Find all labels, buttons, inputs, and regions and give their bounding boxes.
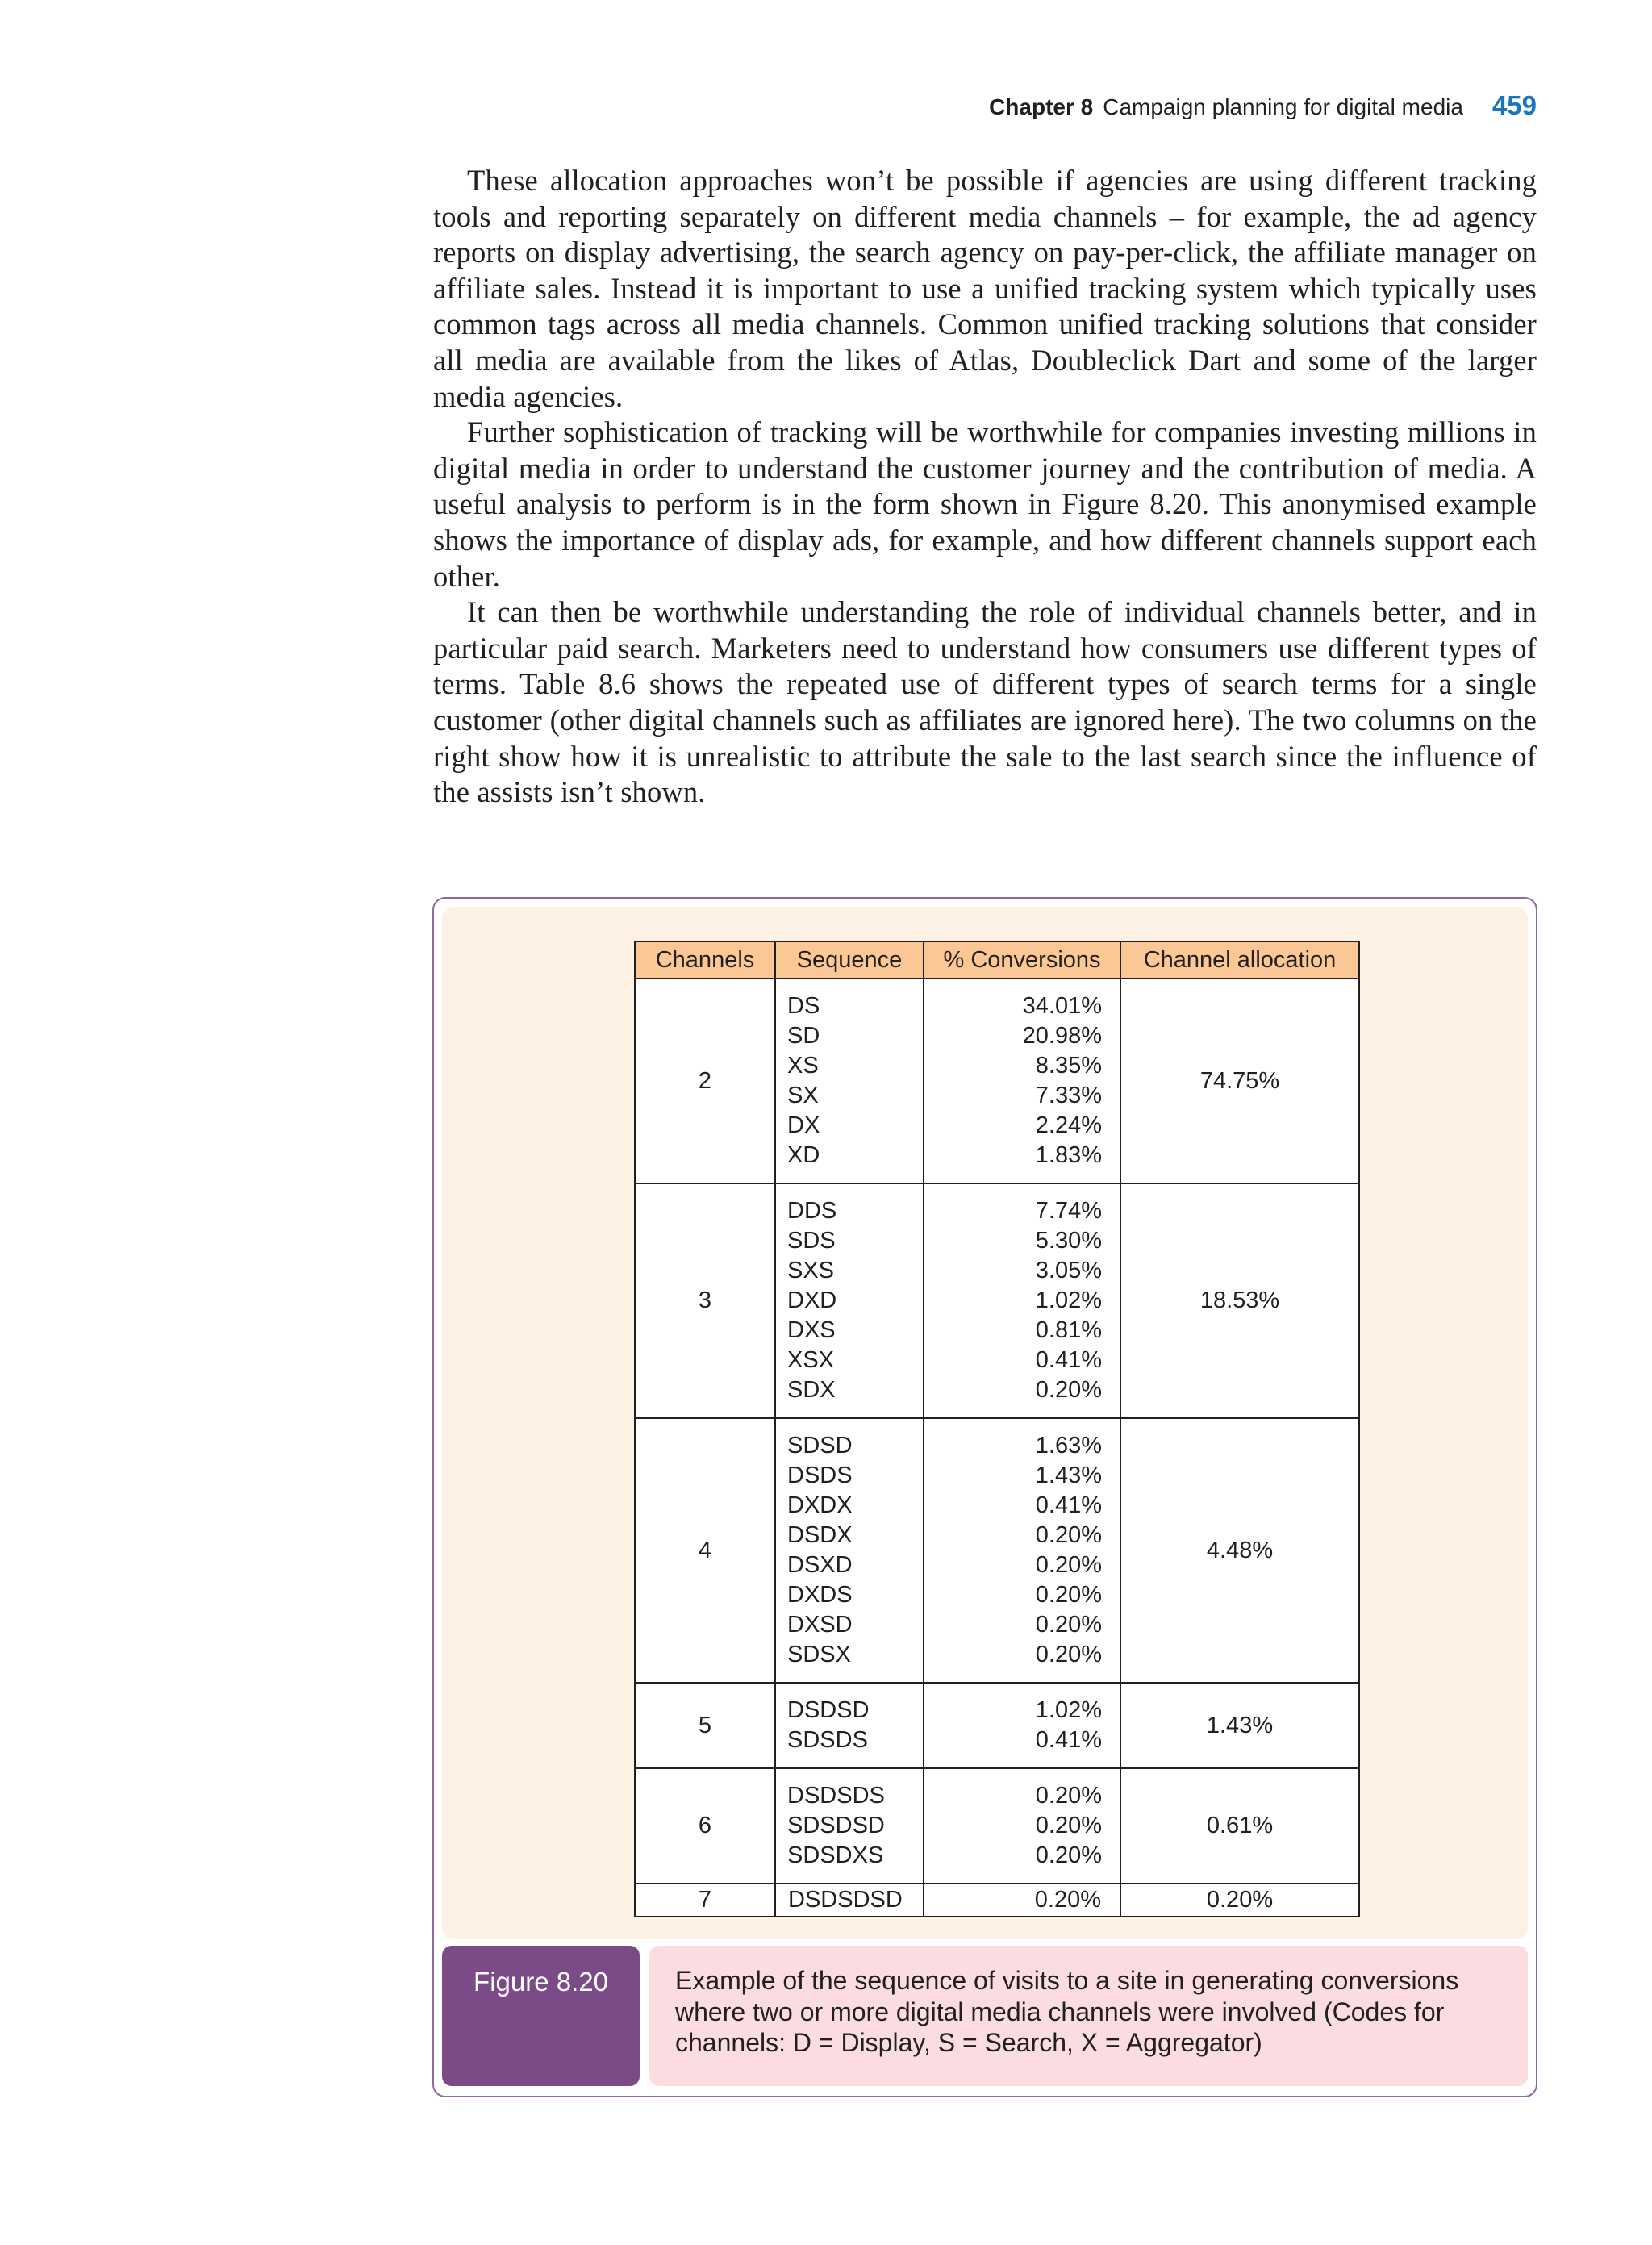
column-header: Sequence [775, 941, 924, 979]
conversion-value: 0.20% [1034, 1887, 1101, 1913]
sequence-code: XS [787, 1053, 819, 1079]
table-row [635, 1418, 1359, 1683]
allocation-cell: 1.43% [1120, 1683, 1359, 1768]
conversion-cell [924, 979, 1120, 1183]
column-header: Channel allocation [1120, 941, 1359, 979]
channels-cell: 5 [635, 1683, 775, 1768]
conversion-cell [924, 1183, 1120, 1418]
channels-cell: 6 [635, 1768, 775, 1884]
conversion-cell [924, 1768, 1120, 1884]
body-text [433, 163, 1537, 811]
channels-cell: 2 [635, 979, 775, 1183]
sequence-code: DS [787, 993, 820, 1019]
conversion-value: 20.98% [1022, 1023, 1102, 1049]
sequence-code: SDS [787, 1228, 836, 1254]
chapter-title: Campaign planning for digital media [1103, 94, 1463, 119]
conversion-cell [924, 1884, 1120, 1917]
sequence-cell [775, 1683, 924, 1768]
conversion-value: 1.83% [1035, 1142, 1102, 1168]
conversion-value: 8.35% [1035, 1053, 1102, 1079]
table-header-row [635, 941, 1359, 979]
sequence-code: DXD [787, 1287, 837, 1313]
sequence-code: SDSDXS [787, 1842, 884, 1868]
column-header: Channels [635, 941, 775, 979]
sequence-code: DXDS [787, 1582, 853, 1608]
paragraph: It can then be worthwhile understanding the role of individual channels better, and in particular paid search. Marketers need to understand how consumers use different types of terms. Table 8.6 shows the repeated use of different types of search terms for a single customer (other digital channels such as affiliates are ignored here). The two columns on the right show how it is unrealistic to attribute the sale to the last search since the influence of the assists isn’t shown. [433, 595, 1537, 809]
sequence-code: DSDSDS [787, 1783, 885, 1809]
sequence-table [634, 941, 1360, 1917]
sequence-code: DSDSDSD [788, 1887, 903, 1913]
sequence-code: XD [787, 1142, 820, 1168]
sequence-code: SX [787, 1083, 819, 1108]
sequence-code: SDSX [787, 1642, 851, 1667]
figure-caption: Example of the sequence of visits to a site in generating conversions where two or more digital media channels were involved (Codes for channels: D = Display, S = Search, X = Aggregator) [649, 1946, 1528, 2086]
figure-label: Figure 8.20 [442, 1946, 640, 2086]
table-row [635, 1768, 1359, 1884]
table-row [635, 1884, 1359, 1917]
sequence-code: XSX [787, 1347, 835, 1373]
conversion-value: 2.24% [1035, 1112, 1102, 1138]
conversion-value: 0.20% [1035, 1642, 1102, 1667]
conversion-value: 1.02% [1035, 1287, 1102, 1313]
conversion-value: 1.02% [1035, 1697, 1102, 1723]
paragraph: These allocation approaches won’t be possible if agencies are using different tracking tools and reporting separately on different media channels – for example, the ad agency reports on display advertising, the search agency on pay-per-click, the affiliate manager on affiliate sales. Instead it is important to use a unified tracking system which typically uses common tags across all media channels. Common unified tracking solutions that consider all media are available from the likes of Atlas, Doubleclick Dart and some of the larger media agencies. [433, 164, 1537, 413]
conversion-value: 0.20% [1035, 1813, 1102, 1838]
sequence-code: DXSD [787, 1612, 853, 1638]
sequence-code: SDSD [787, 1433, 853, 1458]
conversion-value: 0.20% [1035, 1377, 1102, 1403]
conversion-value: 0.41% [1035, 1347, 1102, 1373]
allocation-cell: 74.75% [1120, 979, 1359, 1183]
allocation-cell: 0.61% [1120, 1768, 1359, 1884]
sequence-code: DDS [787, 1198, 837, 1224]
conversion-value: 1.43% [1035, 1463, 1102, 1488]
running-header [989, 90, 1537, 131]
conversion-value: 0.20% [1035, 1582, 1102, 1608]
column-header: % Conversions [924, 941, 1120, 979]
sequence-cell [775, 1183, 924, 1418]
table-row [635, 979, 1359, 1183]
sequence-cell [775, 1884, 924, 1917]
conversion-value: 3.05% [1035, 1258, 1102, 1283]
figure-box [432, 897, 1537, 2097]
sequence-code: DSDX [787, 1522, 853, 1548]
conversion-value: 0.20% [1035, 1842, 1102, 1868]
sequence-code: SD [787, 1023, 820, 1049]
sequence-code: DXDX [787, 1492, 853, 1518]
sequence-code: DSXD [787, 1552, 853, 1578]
conversion-value: 0.81% [1035, 1317, 1102, 1343]
channels-cell: 4 [635, 1418, 775, 1683]
table-row [635, 1183, 1359, 1418]
channels-cell: 3 [635, 1183, 775, 1418]
table-row [635, 1683, 1359, 1768]
conversion-cell [924, 1683, 1120, 1768]
table-body [635, 979, 1359, 1917]
conversion-value: 0.20% [1035, 1522, 1102, 1548]
allocation-cell: 18.53% [1120, 1183, 1359, 1418]
conversion-value: 0.20% [1035, 1552, 1102, 1578]
sequence-code: DX [787, 1112, 820, 1138]
conversion-value: 0.41% [1035, 1727, 1102, 1753]
allocation-cell: 0.20% [1120, 1884, 1359, 1917]
conversion-value: 5.30% [1035, 1228, 1102, 1254]
sequence-code: SDX [787, 1377, 836, 1403]
sequence-code: SDSDSD [787, 1813, 885, 1838]
conversion-value: 7.33% [1035, 1083, 1102, 1108]
conversion-value: 1.63% [1035, 1433, 1102, 1458]
conversion-value: 34.01% [1022, 993, 1102, 1019]
figure-panel [442, 907, 1528, 1939]
paragraph: Further sophistication of tracking will be worthwhile for companies investing millions in digital media in order to understand the customer journey and the contribution of media. A useful analysis to perform is in the form shown in Figure 8.20. This anonymised example shows the importance of display ads, for example, and how different channels support each other. [433, 415, 1537, 593]
conversion-cell [924, 1418, 1120, 1683]
sequence-cell [775, 1418, 924, 1683]
sequence-cell [775, 979, 924, 1183]
page-number: 459 [1491, 90, 1537, 120]
conversion-value: 0.20% [1035, 1612, 1102, 1638]
sequence-code: SDSDS [787, 1727, 868, 1753]
conversion-value: 0.20% [1035, 1783, 1102, 1809]
allocation-cell: 4.48% [1120, 1418, 1359, 1683]
sequence-code: DSDSD [787, 1697, 870, 1723]
chapter-label: Chapter 8 [989, 94, 1094, 119]
sequence-code: SXS [787, 1258, 835, 1283]
channels-cell: 7 [635, 1884, 775, 1917]
sequence-code: DSDS [787, 1463, 853, 1488]
conversion-value: 7.74% [1035, 1198, 1102, 1224]
sequence-code: DXS [787, 1317, 836, 1343]
conversion-value: 0.41% [1035, 1492, 1102, 1518]
sequence-cell [775, 1768, 924, 1884]
